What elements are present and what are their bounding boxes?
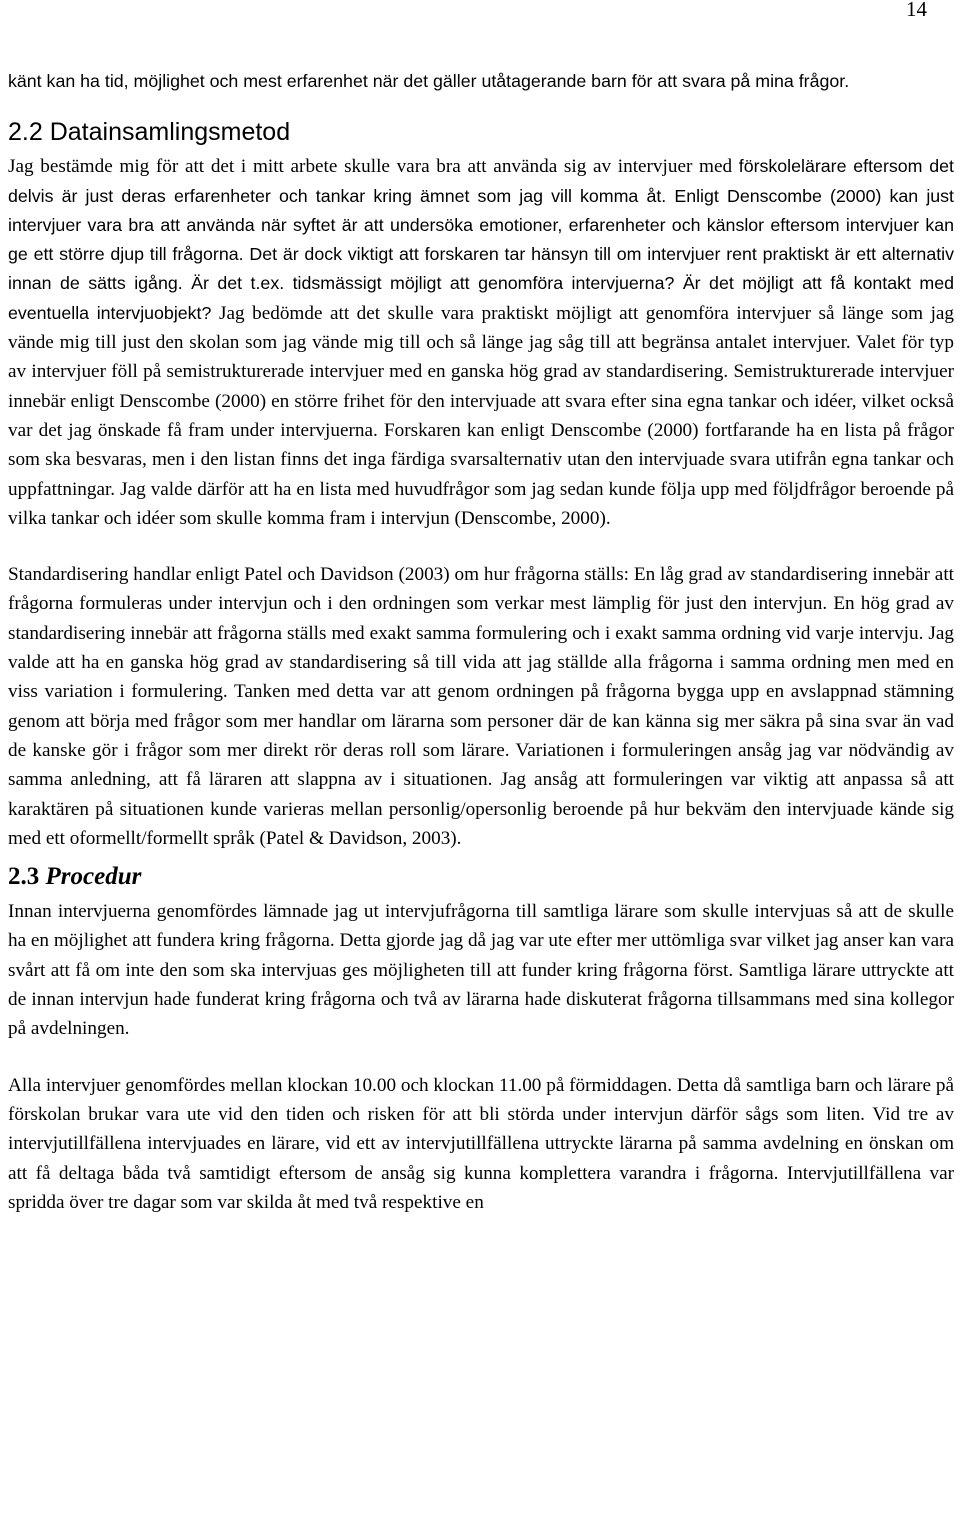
- text-run: Jag bedömde att det skulle vara praktiskt möjligt att genomföra intervjuer så länge som jag vände mig till just den skolan som jag vände mig till och så länge jag såg till att begränsa antalet intervjuer. Valet för typ av intervjuer föll på semistrukturerade intervjuer med en ganska hög grad av standardisering. Semistrukturerade intervjuer innebär enligt Denscombe (2000) en större frihet för den intervjuade att svara efter sina egna tankar och idéer, vilket också var det jag önskade få fram under intervjuerna. Forskaren kan enligt Denscombe (2000) fortfarande ha en lista på frågor som ska besvaras, men i den listan finns det inga färdiga svarsalternativ utan den intervjuade svara utifrån egna tankar och uppfattningar. Jag valde därför att ha en lista med huvudfrågor som jag sedan kunde följa upp med följdfrågor beroende på vilka tankar och idéer som skulle komma fram i intervjun (Denscombe, 2000).: [8, 302, 955, 529]
- text-run: Standardisering handlar enligt Patel och Davidson (2003) om hur frågorna ställs: En låg grad av standardisering innebär att frågorna formuleras under intervjun och i den ordningen som verkar mest lämplig för just den intervjun. En hög grad av standardisering innebär att frågorna ställs med exakt samma formulering och i exakt samma ordning vid varje intervju. Jag valde att ha en ganska hög grad av standardisering så till vida att jag ställde alla frågorna i samma ordning men med en viss variation i formulering. Tanken med detta var att genom ordningen på frågorna bygga upp en avslappnad stämning genom att börja med frågor som mer handlar om lärarna som personer där de kan känna sig mer säkra på sina svar än vad de kanske gör i frågor som mer direkt rör deras roll som lärare. Variationen i formuleringen ansåg jag var nödvändig av samma anledning, att få läraren att slappna av i situationen. Jag ansåg att formuleringen var viktig att anpassa så att karaktären på situationen kunde varieras mellan personlig/opersonlig beroende på hur bekväm den intervjuade kände sig med ett oformellt/formellt språk (Patel & Davidson, 2003).: [8, 564, 954, 849]
- text-run: Jag bestämde mig för att det i mitt arbete skulle vara bra att använda sig av intervjuer med: [8, 156, 739, 178]
- paragraph-intro: [8, 67, 954, 96]
- text-run: Innan intervjuerna genomfördes lämnade jag ut intervjufrågorna till samtliga lärare som skulle intervjuas så att de skulle ha en möjlighet att fundera kring frågorna. Detta gjorde jag då jag var ute efter mer uttömliga svar vilket jag anser kan vara svårt att få om inte den som ska intervjuas ges möjligheten till att funder kring frågorna först. Samtliga lärare uttryckte att de innan intervjun hade funderat kring frågorna och två av lärarna hade diskuterat frågorna tillsammans med sina kollegor på avdelningen.: [8, 901, 954, 1040]
- paragraph-procedur: [8, 897, 954, 1043]
- section-title: Datainsamlingsmetod: [49, 118, 291, 147]
- section-number: 2.2: [8, 118, 43, 147]
- section-heading-datainsamlingsmetod: [8, 112, 954, 152]
- paragraph-tidpunkt: [8, 1071, 954, 1217]
- page-number: 14: [906, 0, 927, 21]
- text-run: förskolelärare eftersom det delvis är just deras erfarenheter och tankar kring ämnet som jag vill komma åt. Enligt Denscombe (2000) kan just intervjuer vara bra att använda när syftet är att undersöka emotioner, erfarenheter och känslor eftersom intervjuer kan ge ett större djup till frågorna. Det är dock viktigt att forskaren tar hänsyn till om intervjuer rent praktiskt är ett alternativ innan de sätts igång. Är det t.ex. tidsmässigt möjligt att genomföra intervjuerna? Är det möjligt att få kontakt med eventuella intervjuobjekt?: [8, 156, 955, 323]
- section-heading-procedur: [8, 857, 954, 897]
- paragraph-standardisering: [8, 560, 954, 853]
- text-run: känt kan ha tid, möjlighet och mest erfarenhet när det gäller utåtagerande barn för att svara på mina frågor.: [8, 71, 850, 91]
- document-body: [8, 67, 954, 1217]
- section-number: 2.3: [8, 863, 40, 891]
- section-title: Procedur: [45, 863, 142, 891]
- text-run: Alla intervjuer genomfördes mellan klockan 10.00 och klockan 11.00 på förmiddagen. Detta då samtliga barn och lärare på förskolan brukar vara ute vid den tiden och risken för att bli störda under intervjun därför sågs som liten. Vid tre av intervjutillfällena intervjuades en lärare, vid ett av intervjutillfällena uttryckte lärarna på samma avdelning en önskan om att få deltaga båda två samtidigt eftersom de ansåg sig kunna komplettera varandra i frågorna. Intervjutillfällena var spridda över tre dagar som var skilda åt med två respektive en: [8, 1074, 954, 1213]
- paragraph-datainsamling: [8, 152, 954, 533]
